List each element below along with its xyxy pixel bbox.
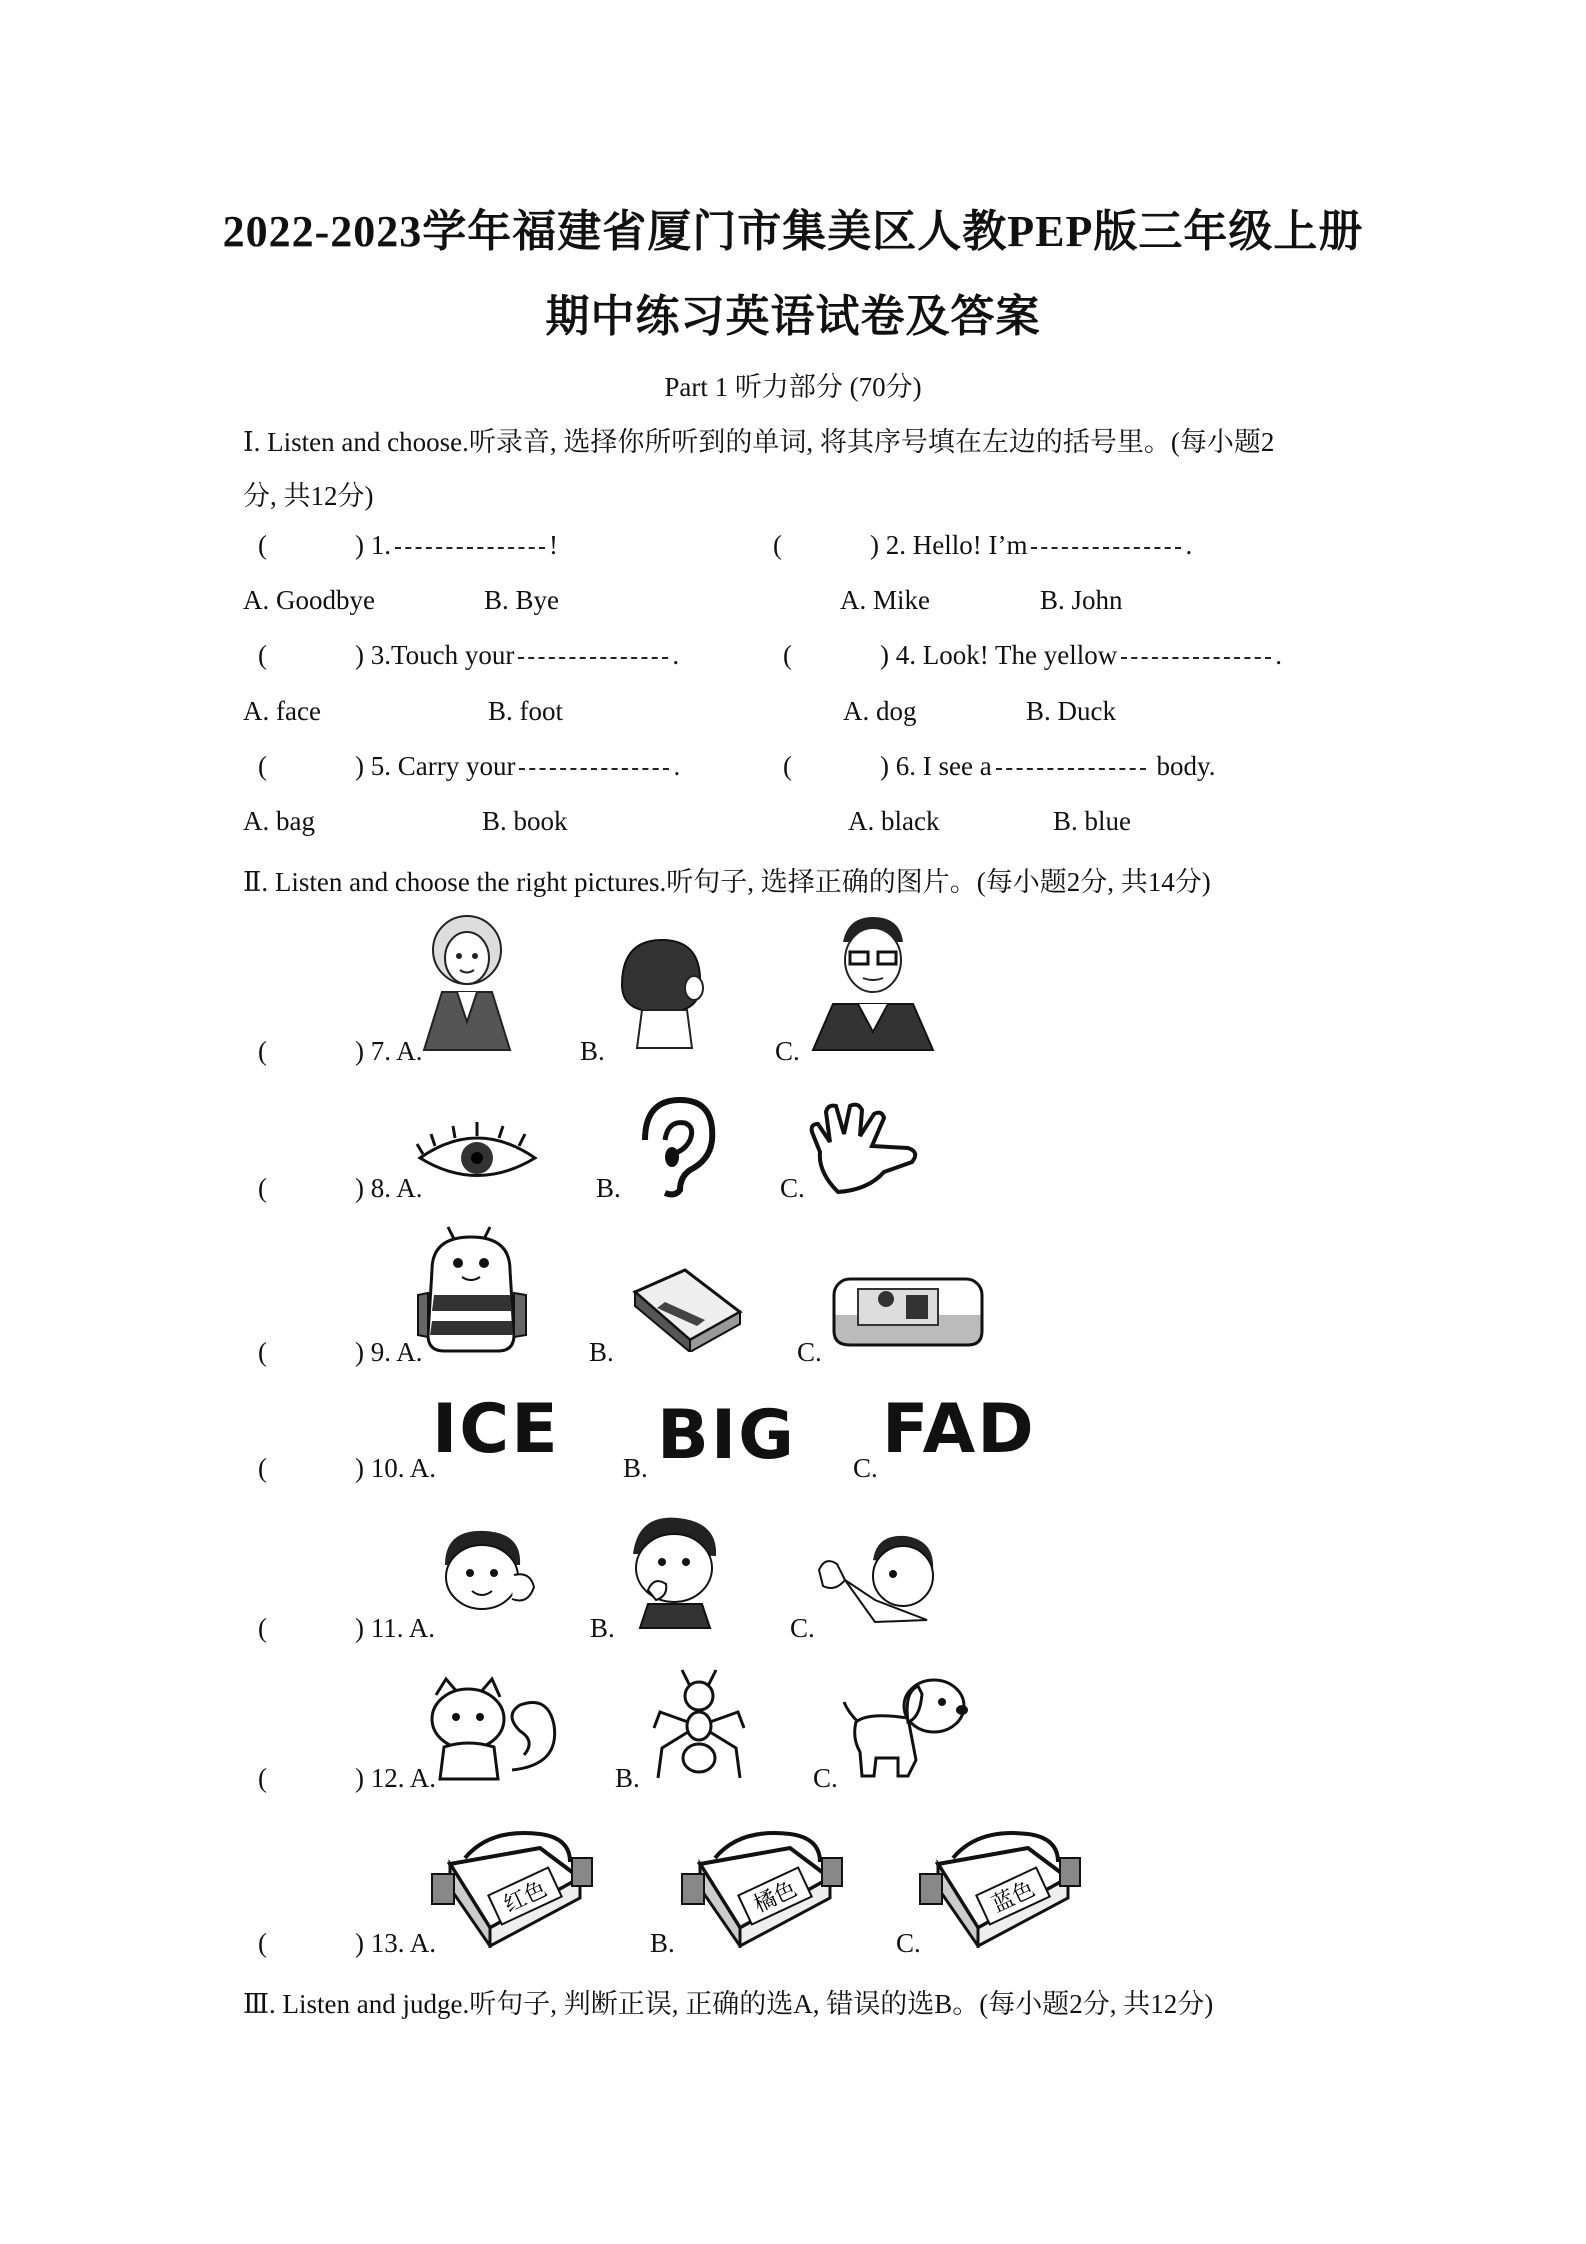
answer-paren[interactable]: ( ) (258, 1453, 364, 1483)
q5-option-a: A. bag (243, 806, 315, 836)
book-picture[interactable] (625, 1262, 745, 1352)
woman-teacher-picture[interactable] (412, 912, 522, 1052)
eye-picture[interactable] (415, 1118, 540, 1198)
option-c-label: C. (853, 1453, 878, 1483)
answer-blank (395, 547, 545, 549)
question-1: ( ) 1. ! (258, 530, 558, 560)
bag-blue-picture[interactable] (918, 1818, 1083, 1948)
answer-paren[interactable]: ( ) (258, 751, 364, 781)
answer-paren[interactable]: ( ) (258, 530, 364, 560)
bag-label: 橘色 (750, 1876, 801, 1918)
section1-heading-cont: 分, 共12分) (243, 481, 374, 511)
option-c-label: C. (780, 1173, 805, 1203)
option-b-label: B. (623, 1453, 648, 1483)
answer-paren[interactable]: ( ) (258, 1036, 364, 1066)
option-b-label: B. (615, 1763, 640, 1793)
section3-heading: Ⅲ. Listen and judge.听句子, 判断正误, 正确的选A, 错误的选B。(每小题2分, 共12分) (243, 1989, 1214, 2019)
pencil-case-picture[interactable] (828, 1265, 988, 1355)
q4-option-b: B. Duck (1026, 696, 1116, 726)
section2-heading: Ⅱ. Listen and choose the right pictures.听句子, 选择正确的图片。(每小题2分, 共14分) (243, 867, 1211, 897)
dog-picture[interactable] (838, 1672, 973, 1782)
option-c-label: C. (790, 1613, 815, 1643)
question-12: ( ) 12. A. (258, 1763, 437, 1793)
q2-option-a: A. Mike (840, 585, 930, 615)
word-big[interactable]: BIG (657, 1396, 796, 1475)
answer-paren[interactable]: ( ) (258, 1337, 364, 1367)
answer-blank (1121, 657, 1271, 659)
page-title-line1: 2022-2023学年福建省厦门市集美区人教PEP版三年级上册 (222, 207, 1364, 256)
answer-blank (1031, 547, 1181, 549)
q6-option-b: B. blue (1053, 806, 1131, 836)
page-title-line2: 期中练习英语试卷及答案 (545, 292, 1041, 341)
answer-paren[interactable]: ( ) (258, 640, 364, 670)
answer-blank (518, 657, 668, 659)
option-c-label: C. (813, 1763, 838, 1793)
backpack-picture[interactable] (414, 1225, 529, 1355)
answer-paren[interactable]: ( ) (258, 1173, 364, 1203)
q3-option-a: A. face (243, 696, 321, 726)
option-b-label: B. (650, 1928, 675, 1958)
answer-paren[interactable]: ( ) (258, 1763, 364, 1793)
man-with-glasses-picture[interactable] (808, 912, 938, 1052)
answer-paren[interactable]: ( ) (258, 1613, 364, 1643)
answer-blank (996, 768, 1146, 770)
ear-picture[interactable] (630, 1095, 720, 1200)
q1-option-b: B. Bye (484, 585, 560, 615)
option-b-label: B. (590, 1613, 615, 1643)
word-fad[interactable]: FAD (882, 1390, 1036, 1469)
question-7: ( ) 7. A. (258, 1036, 423, 1066)
answer-paren[interactable]: ( ) (783, 751, 889, 781)
q2-option-b: B. John (1040, 585, 1123, 615)
option-c-label: C. (797, 1337, 822, 1367)
q3-option-b: B. foot (488, 696, 564, 726)
question-10: ( ) 10. A. (258, 1453, 437, 1483)
baby-waving-picture[interactable] (815, 1530, 945, 1625)
option-b-label: B. (580, 1036, 605, 1066)
question-5: ( ) 5. Carry your . (258, 751, 681, 781)
bag-label: 蓝色 (988, 1876, 1039, 1918)
q5-option-b: B. book (482, 806, 568, 836)
answer-blank (519, 768, 669, 770)
option-b-label: B. (589, 1337, 614, 1367)
q4-option-a: A. dog (843, 696, 917, 726)
option-b-label: B. (596, 1173, 621, 1203)
boy-back-of-head-picture[interactable] (612, 930, 712, 1050)
option-c-label: C. (896, 1928, 921, 1958)
question-2: ( ) 2. Hello! I’m . (773, 530, 1193, 560)
boy-touching-mouth-picture[interactable] (618, 1512, 733, 1630)
section1-heading: Ⅰ. Listen and choose.听录音, 选择你所听到的单词, 将其序号填在左边的括号里。(每小题2 (243, 427, 1275, 457)
part-heading: Part 1 听力部分 (70分) (664, 372, 922, 402)
answer-paren[interactable]: ( ) (783, 640, 889, 670)
bag-orange-picture[interactable] (680, 1818, 845, 1948)
answer-paren[interactable]: ( ) (258, 1928, 364, 1958)
option-c-label: C. (775, 1036, 800, 1066)
squirrel-picture[interactable] (424, 1675, 559, 1785)
question-9: ( ) 9. A. (258, 1337, 423, 1367)
q6-option-a: A. black (848, 806, 940, 836)
boy-touching-ear-picture[interactable] (430, 1525, 540, 1625)
hand-picture[interactable] (808, 1102, 948, 1197)
q1-option-a: A. Goodbye (243, 585, 375, 615)
question-13: ( ) 13. A. (258, 1928, 437, 1958)
bag-red-picture[interactable] (430, 1818, 595, 1948)
question-8: ( ) 8. A. (258, 1173, 423, 1203)
question-4: ( ) 4. Look! The yellow . (783, 640, 1282, 670)
ant-picture[interactable] (652, 1668, 747, 1786)
word-ice[interactable]: ICE (432, 1390, 560, 1469)
question-6: ( ) 6. I see a body. (783, 751, 1216, 781)
question-3: ( ) 3.Touch your . (258, 640, 680, 670)
question-11: ( ) 11. A. (258, 1613, 436, 1643)
answer-paren[interactable]: ( ) (773, 530, 879, 560)
bag-label: 红色 (500, 1876, 551, 1918)
